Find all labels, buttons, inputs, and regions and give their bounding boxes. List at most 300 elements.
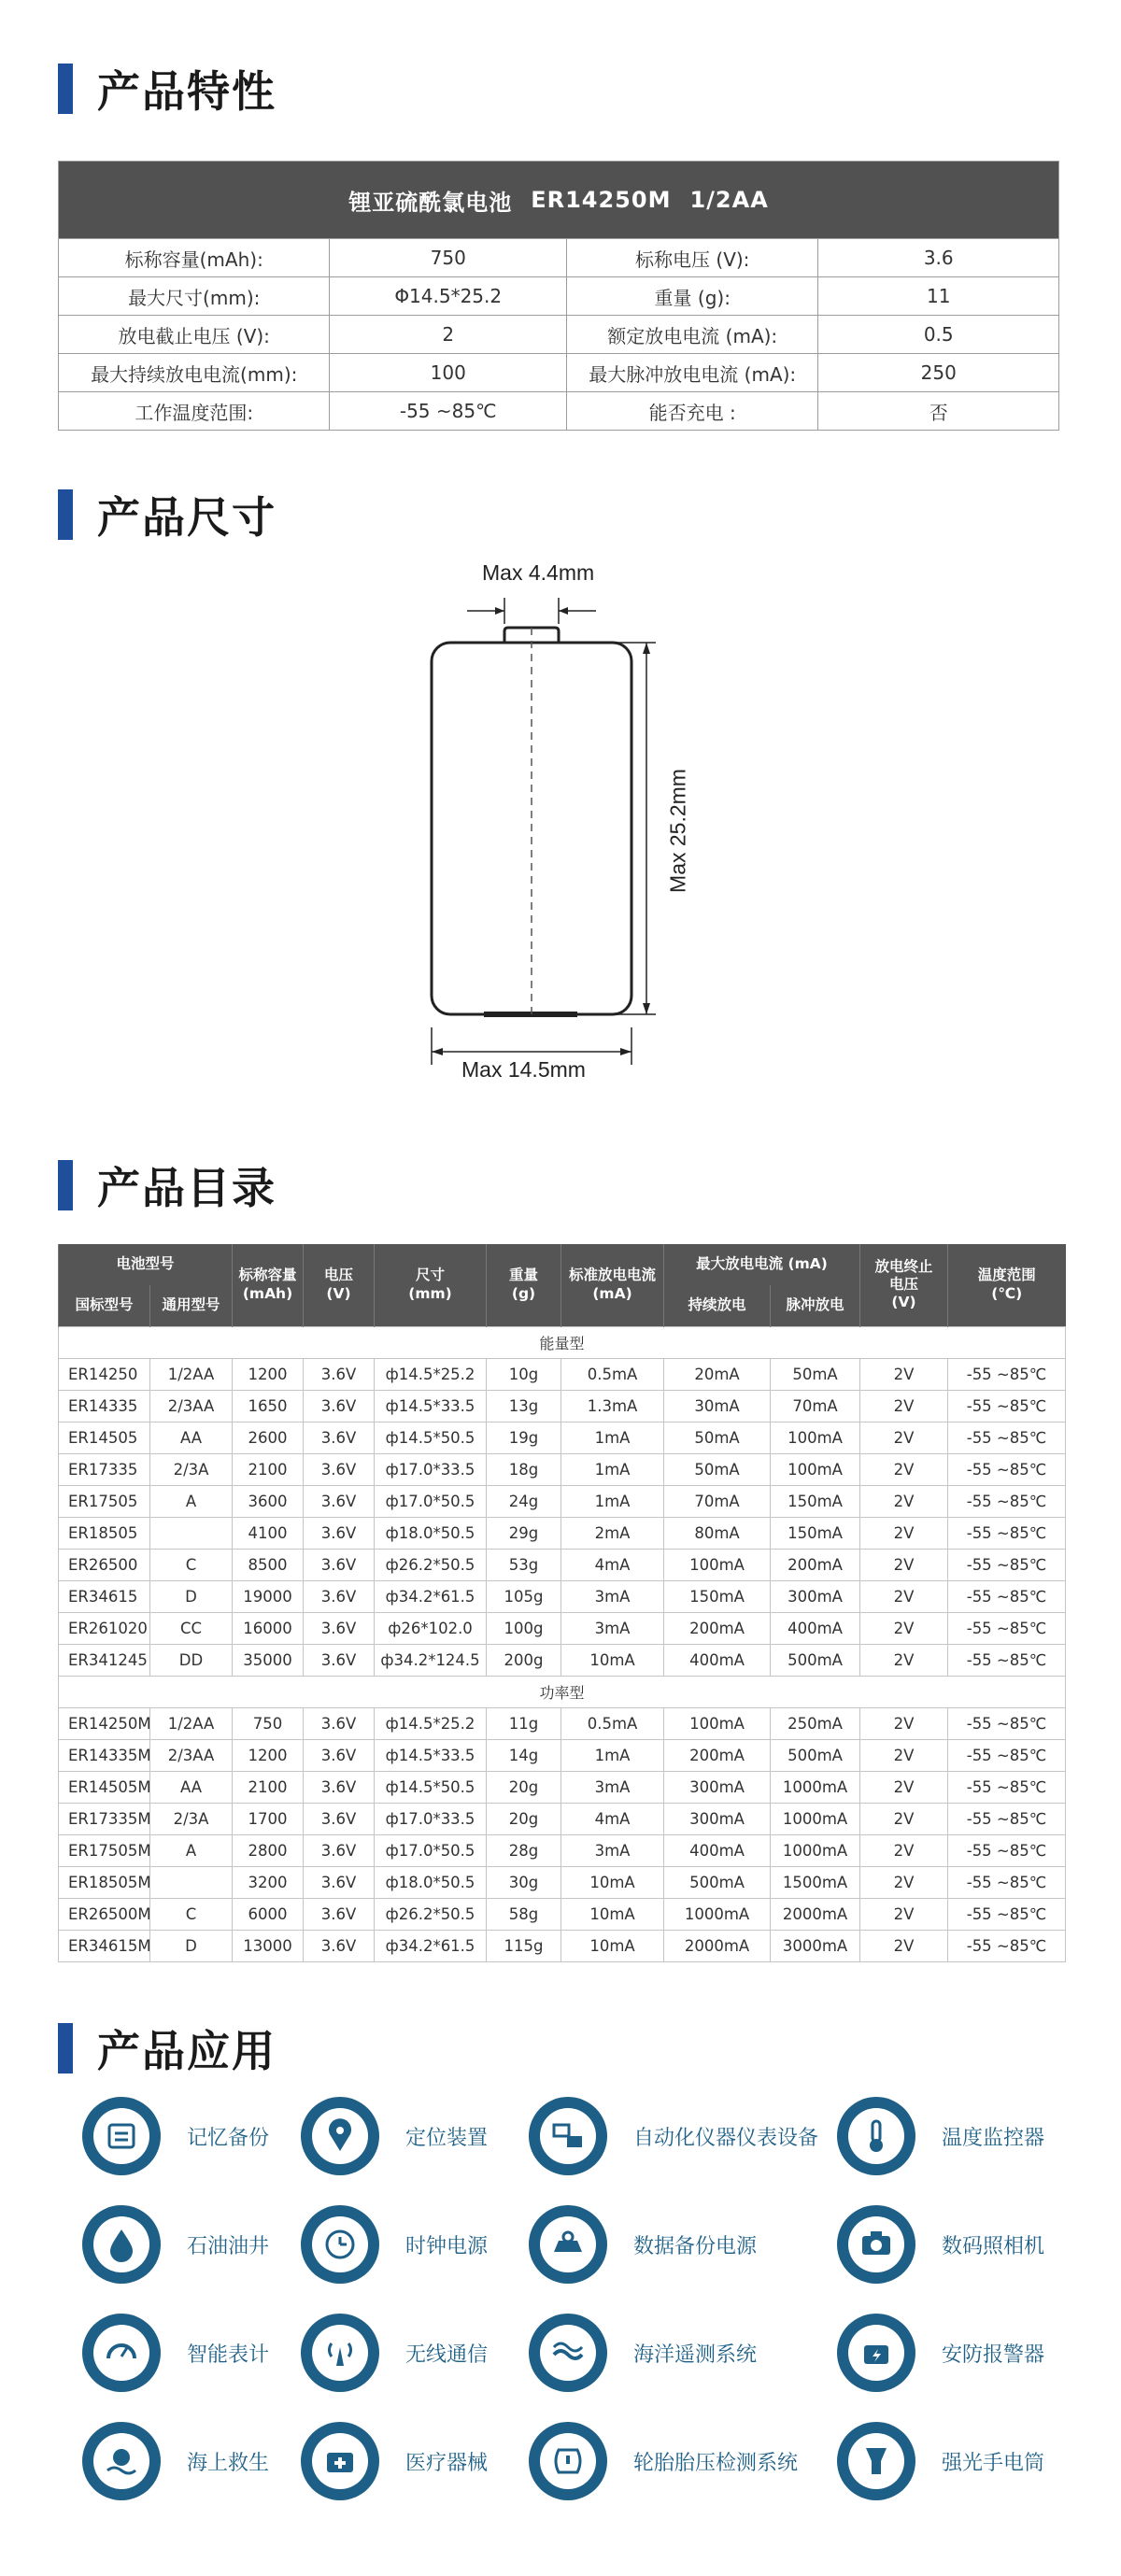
spec-value: Φ14.5*25.2	[329, 277, 566, 315]
spec-value: 750	[329, 239, 566, 276]
table-cell: 250mA	[771, 1707, 860, 1739]
table-cell: 0.5mA	[561, 1707, 664, 1739]
table-cell: 30g	[487, 1866, 561, 1898]
table-cell: 500mA	[771, 1644, 860, 1676]
table-cell: 2V	[860, 1612, 948, 1644]
col-header-std-current: 标准放电电流 (mA)	[561, 1244, 664, 1326]
table-cell: 50mA	[771, 1358, 860, 1390]
table-cell: 10mA	[561, 1930, 664, 1961]
col-header-weight: 重量 (g)	[487, 1244, 561, 1326]
table-cell: 3.6V	[304, 1422, 375, 1453]
heading-accent-bar	[58, 2023, 73, 2074]
table-cell: 1000mA	[664, 1898, 771, 1930]
table-row	[59, 1866, 1066, 1898]
table-cell: 200mA	[664, 1739, 771, 1771]
table-cell: 2100	[233, 1771, 304, 1803]
application-item	[837, 2314, 1044, 2392]
heading-accent-bar	[58, 64, 73, 114]
table-cell: 2/3AA	[150, 1390, 233, 1422]
table-cell: ф17.0*33.5	[375, 1453, 487, 1485]
application-item	[82, 2422, 269, 2500]
table-cell: 2V	[860, 1580, 948, 1612]
table-cell: 50mA	[664, 1422, 771, 1453]
table-cell: C	[150, 1898, 233, 1930]
catalog-group-row	[59, 1326, 1066, 1358]
spec-value: -55 ~85℃	[329, 392, 566, 430]
col-header-model: 电池型号	[59, 1244, 233, 1285]
application-item	[837, 2097, 1044, 2175]
table-cell: 4mA	[561, 1803, 664, 1834]
table-cell: 10mA	[561, 1898, 664, 1930]
table-cell: 1500mA	[771, 1866, 860, 1898]
table-cell: 3.6V	[304, 1739, 375, 1771]
spec-value: 3.6	[817, 239, 1058, 276]
application-item	[301, 2205, 488, 2284]
table-cell: 3mA	[561, 1834, 664, 1866]
table-cell: 2V	[860, 1739, 948, 1771]
table-cell: 3.6V	[304, 1517, 375, 1549]
table-cell: -55 ~85℃	[948, 1866, 1066, 1898]
application-label: 温度监控器	[942, 2126, 1045, 2150]
table-row	[59, 1358, 1066, 1390]
table-cell: 29g	[487, 1517, 561, 1549]
col-header-cutoff: 放电终止 电压 (V)	[860, 1244, 948, 1326]
table-cell: 3.6V	[304, 1612, 375, 1644]
table-cell: -55 ~85℃	[948, 1803, 1066, 1834]
battery-outline	[374, 542, 747, 1093]
spec-value: 11	[817, 277, 1058, 315]
table-cell: ф14.5*50.5	[375, 1771, 487, 1803]
table-cell: 3.6V	[304, 1771, 375, 1803]
table-cell: 2V	[860, 1834, 948, 1866]
col-header-national: 国标型号	[59, 1285, 150, 1326]
battery-dimension-drawing	[374, 542, 747, 1093]
applications-title: 产品应用	[97, 2026, 277, 2076]
table-cell: 2V	[860, 1390, 948, 1422]
table-cell: A	[150, 1485, 233, 1517]
table-cell: 3.6V	[304, 1644, 375, 1676]
table-cell: ER14505M	[59, 1771, 150, 1803]
spec-row	[59, 238, 1058, 276]
application-item	[82, 2097, 269, 2175]
application-item	[301, 2097, 488, 2175]
spec-table	[58, 161, 1059, 431]
table-cell: ER34615M	[59, 1930, 150, 1961]
table-cell: ф18.0*50.5	[375, 1517, 487, 1549]
table-cell: -55 ~85℃	[948, 1771, 1066, 1803]
table-cell: ф14.5*33.5	[375, 1390, 487, 1422]
table-cell: 70mA	[664, 1485, 771, 1517]
table-cell: 2600	[233, 1422, 304, 1453]
table-cell: 500mA	[664, 1866, 771, 1898]
table-cell: 1/2AA	[150, 1358, 233, 1390]
table-row	[59, 1453, 1066, 1485]
table-cell: 30mA	[664, 1390, 771, 1422]
table-cell: 150mA	[664, 1580, 771, 1612]
dim-width-label: Max 14.5mm	[461, 1057, 586, 1082]
table-cell: 115g	[487, 1930, 561, 1961]
table-cell: 3mA	[561, 1771, 664, 1803]
dim-top-width-label: Max 4.4mm	[482, 560, 595, 585]
table-cell: 16000	[233, 1612, 304, 1644]
application-item	[301, 2314, 488, 2392]
application-label: 轮胎胎压检测系统	[633, 2451, 799, 2475]
gauge-icon	[82, 2314, 161, 2392]
table-cell: ф18.0*50.5	[375, 1866, 487, 1898]
flashlight-icon	[837, 2422, 915, 2500]
table-cell: ER17335	[59, 1453, 150, 1485]
heading-accent-bar	[58, 1160, 73, 1210]
table-cell: 2V	[860, 1866, 948, 1898]
col-header-temp: 温度范围 (℃)	[948, 1244, 1066, 1326]
spec-value: 0.5	[817, 316, 1058, 353]
table-cell: 20mA	[664, 1358, 771, 1390]
table-cell: -55 ~85℃	[948, 1834, 1066, 1866]
table-cell: 3200	[233, 1866, 304, 1898]
spec-label: 工作温度范围:	[135, 401, 254, 424]
spec-table-title	[59, 162, 1058, 238]
application-item	[529, 2097, 818, 2175]
table-cell: ER18505M	[59, 1866, 150, 1898]
table-row	[59, 1898, 1066, 1930]
spec-row	[59, 315, 1058, 353]
table-cell: -55 ~85℃	[948, 1517, 1066, 1549]
location-pin-icon	[301, 2097, 379, 2175]
table-cell: DD	[150, 1644, 233, 1676]
table-cell: -55 ~85℃	[948, 1612, 1066, 1644]
table-cell: ф14.5*25.2	[375, 1358, 487, 1390]
spec-row	[59, 276, 1058, 315]
table-cell: 3.6V	[304, 1866, 375, 1898]
table-cell: -55 ~85℃	[948, 1930, 1066, 1961]
medical-kit-icon	[301, 2422, 379, 2500]
tire-pressure-icon	[529, 2422, 607, 2500]
table-cell: 70mA	[771, 1390, 860, 1422]
table-row	[59, 1834, 1066, 1866]
table-cell: 3.6V	[304, 1453, 375, 1485]
col-header-voltage: 电压 (V)	[304, 1244, 375, 1326]
catalog-group-label: 能量型	[59, 1326, 1066, 1358]
dim-height-label: Max 25.2mm	[665, 769, 690, 893]
table-cell: 3000mA	[771, 1930, 860, 1961]
table-row	[59, 1930, 1066, 1961]
table-row	[59, 1644, 1066, 1676]
data-backup-icon	[529, 2205, 607, 2284]
table-cell: ER341245	[59, 1644, 150, 1676]
col-header-max-current: 最大放电电流 (mA)	[664, 1244, 860, 1285]
table-cell: 100mA	[771, 1453, 860, 1485]
spec-row	[59, 391, 1058, 430]
table-cell: 2V	[860, 1644, 948, 1676]
spec-label: 最大持续放电电流(mm):	[91, 362, 298, 386]
table-cell: 6000	[233, 1898, 304, 1930]
table-cell: 1.3mA	[561, 1390, 664, 1422]
table-cell: 100mA	[771, 1422, 860, 1453]
table-cell	[150, 1517, 233, 1549]
alarm-icon	[837, 2314, 915, 2392]
table-cell: ER14335M	[59, 1739, 150, 1771]
table-cell: -55 ~85℃	[948, 1453, 1066, 1485]
table-cell: 1mA	[561, 1453, 664, 1485]
table-cell: 400mA	[664, 1644, 771, 1676]
table-cell: ф26*102.0	[375, 1612, 487, 1644]
application-item	[301, 2422, 488, 2500]
table-cell: ф17.0*50.5	[375, 1485, 487, 1517]
table-cell: -55 ~85℃	[948, 1390, 1066, 1422]
application-item	[529, 2205, 757, 2284]
table-cell: -55 ~85℃	[948, 1580, 1066, 1612]
table-cell: ER14250M	[59, 1707, 150, 1739]
table-cell: 4mA	[561, 1549, 664, 1580]
table-cell: 2/3A	[150, 1453, 233, 1485]
table-cell: 10mA	[561, 1866, 664, 1898]
table-cell: 10mA	[561, 1644, 664, 1676]
spec-title-size: 1/2AA	[689, 187, 769, 213]
table-cell: 28g	[487, 1834, 561, 1866]
table-cell: 13g	[487, 1390, 561, 1422]
ocean-wave-icon	[529, 2314, 607, 2392]
table-cell: ER14250	[59, 1358, 150, 1390]
features-title: 产品特性	[97, 66, 277, 117]
spec-title-model: ER14250M	[531, 187, 672, 213]
table-row	[59, 1771, 1066, 1803]
spec-label: 额定放电电流 (mA):	[566, 316, 818, 353]
table-cell: 300mA	[771, 1580, 860, 1612]
table-cell: 100mA	[664, 1707, 771, 1739]
table-cell: -55 ~85℃	[948, 1898, 1066, 1930]
table-cell: 150mA	[771, 1485, 860, 1517]
table-row	[59, 1390, 1066, 1422]
table-cell: ER34615	[59, 1580, 150, 1612]
table-cell: 3.6V	[304, 1898, 375, 1930]
catalog-title: 产品目录	[97, 1163, 277, 1213]
table-cell: ф34.2*124.5	[375, 1644, 487, 1676]
table-cell: 1mA	[561, 1739, 664, 1771]
spec-label: 最大尺寸(mm):	[128, 286, 261, 309]
application-label: 石油油井	[187, 2234, 270, 2258]
col-header-common: 通用型号	[150, 1285, 233, 1326]
table-row	[59, 1612, 1066, 1644]
application-label: 记忆备份	[187, 2126, 270, 2150]
table-cell: 24g	[487, 1485, 561, 1517]
table-cell: 3.6V	[304, 1803, 375, 1834]
application-item	[837, 2205, 1044, 2284]
table-cell: ER261020	[59, 1612, 150, 1644]
table-cell: CC	[150, 1612, 233, 1644]
table-cell: -55 ~85℃	[948, 1549, 1066, 1580]
table-cell: ER26500	[59, 1549, 150, 1580]
table-cell: ER14505	[59, 1422, 150, 1453]
table-cell: 1200	[233, 1739, 304, 1771]
table-cell: 11g	[487, 1707, 561, 1739]
sea-rescue-icon	[82, 2422, 161, 2500]
spec-label: 标称电压 (V):	[566, 239, 818, 276]
table-cell: 35000	[233, 1644, 304, 1676]
table-cell: 200mA	[664, 1612, 771, 1644]
table-cell: 2V	[860, 1930, 948, 1961]
col-header-continuous: 持续放电	[664, 1285, 771, 1326]
table-cell: 750	[233, 1707, 304, 1739]
table-cell: 2V	[860, 1898, 948, 1930]
table-cell: 53g	[487, 1549, 561, 1580]
table-cell: 58g	[487, 1898, 561, 1930]
table-row	[59, 1549, 1066, 1580]
table-cell: 2000mA	[771, 1898, 860, 1930]
table-cell: ф14.5*50.5	[375, 1422, 487, 1453]
table-cell: 100g	[487, 1612, 561, 1644]
application-label: 时钟电源	[405, 2234, 489, 2258]
application-item	[529, 2314, 757, 2392]
table-cell: AA	[150, 1771, 233, 1803]
table-cell: 2V	[860, 1358, 948, 1390]
table-cell: 4100	[233, 1517, 304, 1549]
table-cell: -55 ~85℃	[948, 1422, 1066, 1453]
table-cell: 3.6V	[304, 1834, 375, 1866]
application-label: 海洋遥测系统	[633, 2342, 758, 2367]
spec-title-name: 锂亚硫酰氯电池	[348, 189, 513, 216]
application-label: 数据备份电源	[633, 2234, 758, 2258]
application-label: 定位装置	[405, 2126, 489, 2150]
application-label: 智能表计	[187, 2342, 270, 2367]
table-cell: 1700	[233, 1803, 304, 1834]
table-cell: ф17.0*33.5	[375, 1803, 487, 1834]
clock-icon	[301, 2205, 379, 2284]
table-cell: ф26.2*50.5	[375, 1549, 487, 1580]
thermometer-icon	[837, 2097, 915, 2175]
spec-value: 250	[817, 354, 1058, 391]
table-cell: 200g	[487, 1644, 561, 1676]
table-cell: 3mA	[561, 1612, 664, 1644]
application-item	[529, 2422, 798, 2500]
application-item	[837, 2422, 1044, 2500]
table-cell: 3.6V	[304, 1549, 375, 1580]
table-cell: 2V	[860, 1549, 948, 1580]
automation-icon	[529, 2097, 607, 2175]
table-cell: ER17505M	[59, 1834, 150, 1866]
table-cell: ER17335M	[59, 1803, 150, 1834]
table-cell: -55 ~85℃	[948, 1358, 1066, 1390]
table-cell: 3mA	[561, 1580, 664, 1612]
memory-card-icon	[82, 2097, 161, 2175]
table-row	[59, 1422, 1066, 1453]
table-cell: 105g	[487, 1580, 561, 1612]
table-cell: ф14.5*33.5	[375, 1739, 487, 1771]
table-cell: ER14335	[59, 1390, 150, 1422]
table-cell: 0.5mA	[561, 1358, 664, 1390]
table-row	[59, 1580, 1066, 1612]
table-cell: 3600	[233, 1485, 304, 1517]
table-cell: 1200	[233, 1358, 304, 1390]
table-cell: 2V	[860, 1803, 948, 1834]
table-row	[59, 1517, 1066, 1549]
table-cell	[150, 1866, 233, 1898]
spec-label: 放电截止电压 (V):	[118, 324, 270, 347]
application-item	[82, 2205, 269, 2284]
application-label: 安防报警器	[942, 2342, 1045, 2367]
table-cell: 2V	[860, 1485, 948, 1517]
spec-value: 2	[329, 316, 566, 353]
application-label: 强光手电筒	[942, 2451, 1045, 2475]
spec-label: 最大脉冲放电电流 (mA):	[566, 354, 818, 391]
table-cell: 1mA	[561, 1485, 664, 1517]
table-cell: -55 ~85℃	[948, 1739, 1066, 1771]
table-cell: 14g	[487, 1739, 561, 1771]
dimensions-heading	[58, 484, 277, 545]
table-cell: -55 ~85℃	[948, 1644, 1066, 1676]
col-header-pulse: 脉冲放电	[771, 1285, 860, 1326]
dimensions-title: 产品尺寸	[97, 492, 277, 543]
table-cell: ER26500M	[59, 1898, 150, 1930]
table-cell: 3.6V	[304, 1390, 375, 1422]
catalog-heading	[58, 1154, 277, 1216]
applications-heading	[58, 2017, 277, 2079]
oil-drop-icon	[82, 2205, 161, 2284]
table-cell: 1000mA	[771, 1771, 860, 1803]
col-header-size: 尺寸 (mm)	[375, 1244, 487, 1326]
table-cell: 150mA	[771, 1517, 860, 1549]
table-cell: 3.6V	[304, 1580, 375, 1612]
application-label: 海上救生	[187, 2451, 270, 2475]
table-cell: 1650	[233, 1390, 304, 1422]
table-row	[59, 1803, 1066, 1834]
spec-label: 重量 (g):	[566, 277, 818, 315]
table-row	[59, 1707, 1066, 1739]
catalog-group-row	[59, 1676, 1066, 1707]
table-cell: 3.6V	[304, 1930, 375, 1961]
catalog-table	[58, 1244, 1066, 1962]
table-cell: 2000mA	[664, 1930, 771, 1961]
table-cell: 3.6V	[304, 1358, 375, 1390]
application-label: 无线通信	[405, 2342, 489, 2367]
table-cell: 19g	[487, 1422, 561, 1453]
table-cell: 2mA	[561, 1517, 664, 1549]
spec-value: 100	[329, 354, 566, 391]
table-cell: ER17505	[59, 1485, 150, 1517]
catalog-group-label: 功率型	[59, 1676, 1066, 1707]
table-cell: 3.6V	[304, 1485, 375, 1517]
table-cell: ER18505	[59, 1517, 150, 1549]
application-label: 自动化仪器仪表设备	[633, 2126, 819, 2150]
application-label: 数码照相机	[942, 2234, 1045, 2258]
table-row	[59, 1739, 1066, 1771]
table-cell: ф14.5*25.2	[375, 1707, 487, 1739]
table-cell: 3.6V	[304, 1707, 375, 1739]
wireless-tower-icon	[301, 2314, 379, 2392]
table-cell: AA	[150, 1422, 233, 1453]
table-cell: C	[150, 1549, 233, 1580]
table-cell: 13000	[233, 1930, 304, 1961]
table-cell: 1000mA	[771, 1834, 860, 1866]
spec-row	[59, 353, 1058, 391]
spec-label: 标称容量(mAh):	[124, 248, 263, 271]
table-cell: ф26.2*50.5	[375, 1898, 487, 1930]
table-cell: 10g	[487, 1358, 561, 1390]
table-cell: 2V	[860, 1707, 948, 1739]
table-cell: 2/3A	[150, 1803, 233, 1834]
table-cell: 300mA	[664, 1771, 771, 1803]
table-cell: 100mA	[664, 1549, 771, 1580]
table-row	[59, 1485, 1066, 1517]
table-cell: ф34.2*61.5	[375, 1930, 487, 1961]
heading-accent-bar	[58, 489, 73, 540]
table-cell: A	[150, 1834, 233, 1866]
spec-label: 能否充电 :	[566, 392, 818, 430]
table-cell: D	[150, 1580, 233, 1612]
features-heading	[58, 58, 277, 120]
table-cell: 2V	[860, 1453, 948, 1485]
application-item	[82, 2314, 269, 2392]
table-cell: -55 ~85℃	[948, 1707, 1066, 1739]
